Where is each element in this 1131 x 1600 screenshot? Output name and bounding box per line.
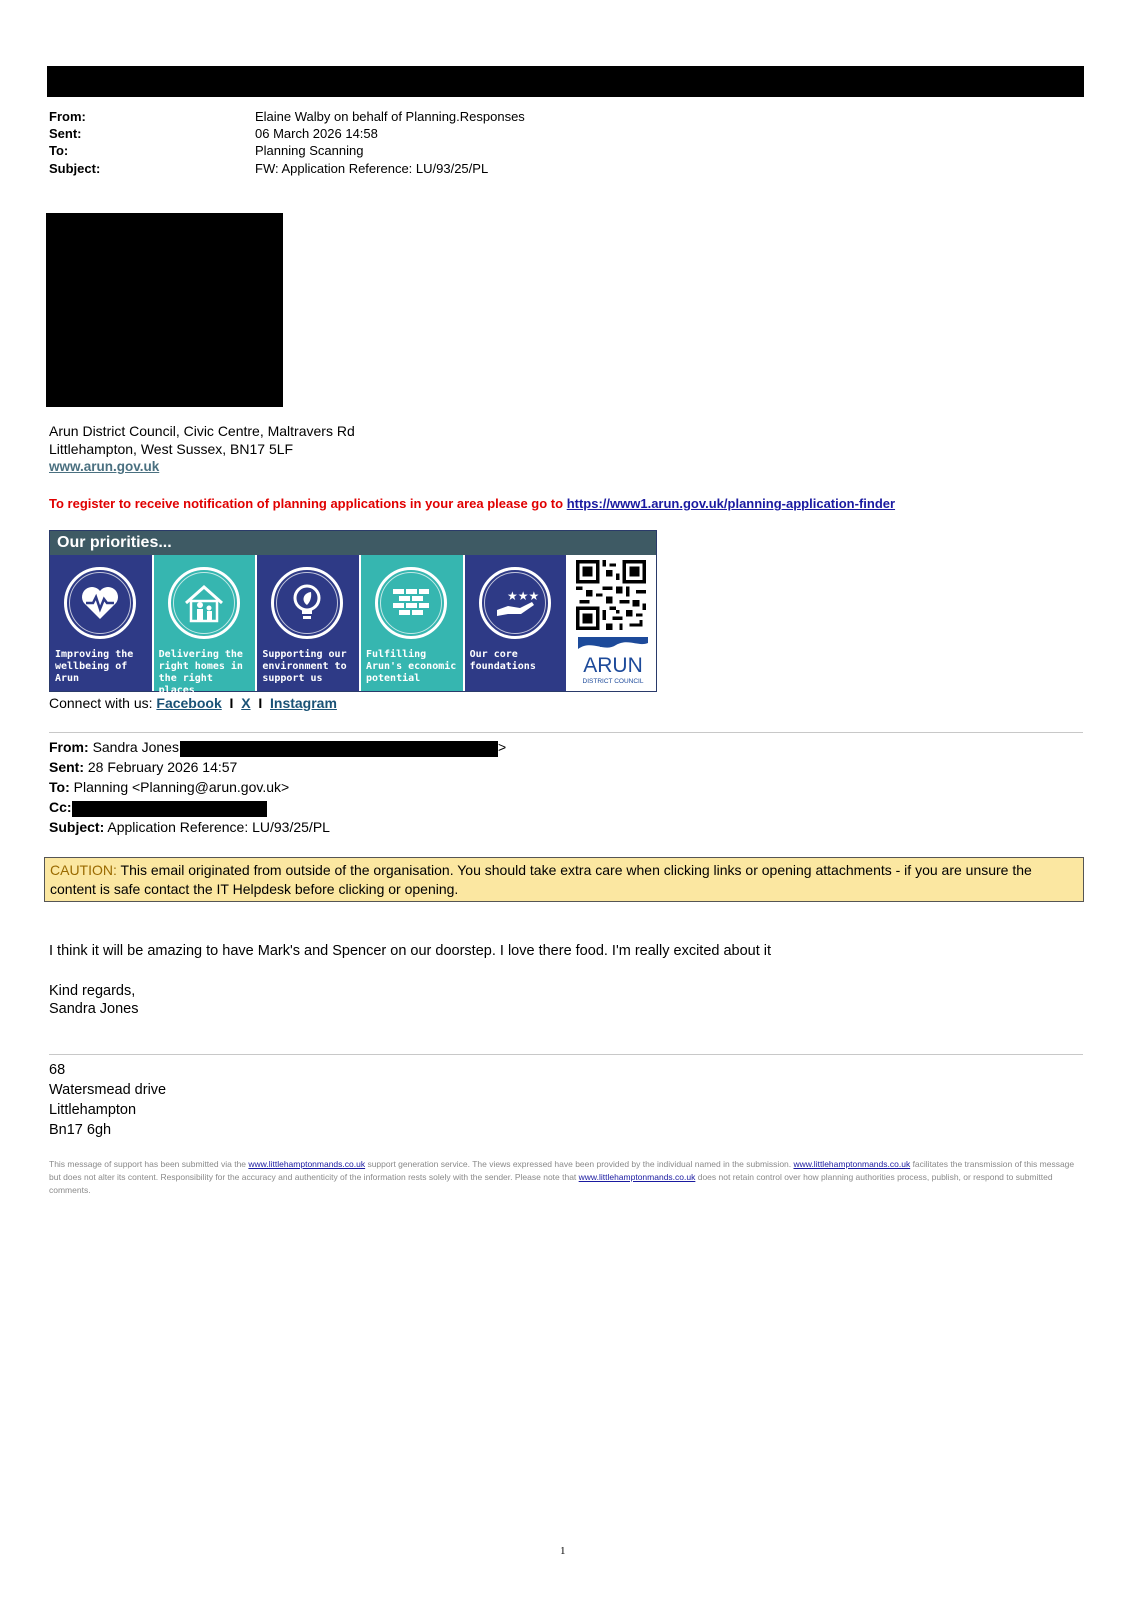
footer-link-2[interactable]: www.littlehamptonmands.co.uk xyxy=(793,1159,911,1169)
tile-caption: Delivering the right homes in the right places xyxy=(158,649,243,696)
tile-caption: Our core foundations xyxy=(469,649,536,672)
logo-text: ARUN xyxy=(583,654,644,677)
logo-subtext: DISTRICT COUNCIL xyxy=(582,678,644,685)
connect-with-us xyxy=(49,695,337,711)
closing: Kind regards, xyxy=(49,983,136,999)
sent-label: Sent: xyxy=(49,126,82,141)
svg-text:★★★: ★★★ xyxy=(506,589,539,603)
original-sent-row xyxy=(49,759,237,775)
original-sent-label: Sent: xyxy=(49,759,84,775)
from-value: Elaine Walby on behalf of Planning.Responses xyxy=(255,109,525,124)
planning-notice-text: To register to receive notification of planning applications in your area please go to xyxy=(49,496,567,511)
priority-tiles xyxy=(50,555,656,696)
priority-tile-economy xyxy=(361,555,465,691)
sender-address xyxy=(49,1060,166,1140)
qr-tile xyxy=(568,555,656,691)
address-line-2: Littlehampton, West Sussex, BN17 5LF xyxy=(49,441,294,457)
original-subject-value: Application Reference: LU/93/25/PL xyxy=(107,819,330,835)
original-sent-value: 28 February 2026 14:57 xyxy=(87,759,238,775)
council-website-link[interactable]: www.arun.gov.uk xyxy=(49,459,160,474)
original-to-label: To: xyxy=(49,779,70,795)
address-line-1: Arun District Council, Civic Centre, Maltravers Rd xyxy=(49,423,355,439)
caution-banner xyxy=(44,857,1084,902)
caution-text: This email originated from outside of the organisation. You should take extra care when clicking links or opening attachments - if you are unsure the content is safe contact the IT Helpdesk before clicking or opening. xyxy=(50,862,1032,897)
council-address xyxy=(49,422,355,476)
brick-wall-icon xyxy=(375,567,447,639)
tile-caption: Supporting our environment to support us xyxy=(262,649,347,684)
heart-pulse-icon xyxy=(64,567,136,639)
original-to-row xyxy=(49,779,289,795)
divider xyxy=(49,732,1083,733)
hand-stars-icon xyxy=(479,567,551,639)
original-from-row xyxy=(49,739,179,755)
connect-label: Connect with us: xyxy=(49,695,157,711)
footer-text-3: facilitates the transmission of this message but does not alter its content. Responsibility for the accuracy and authenticity of the information rests solely with the sender. Please note that xyxy=(49,1159,1075,1182)
instagram-link[interactable]: Instagram xyxy=(270,695,337,711)
original-from-trailing: > xyxy=(498,739,507,755)
page-number: 1 xyxy=(560,1545,566,1557)
original-to-value: Planning <Planning@arun.gov.uk> xyxy=(73,779,290,795)
house-family-icon xyxy=(168,567,240,639)
planning-notice xyxy=(49,496,895,511)
original-cc-row xyxy=(49,799,72,815)
original-subject-row xyxy=(49,819,330,835)
subject-label: Subject: xyxy=(49,161,101,176)
sender-name: Sandra Jones xyxy=(49,1001,139,1017)
footer-link-3[interactable]: www.littlehamptonmands.co.uk xyxy=(578,1172,696,1182)
original-from-value: Sandra Jones xyxy=(92,739,179,755)
banner-title: Our priorities... xyxy=(50,531,656,555)
subject-value: FW: Application Reference: LU/93/25/PL xyxy=(255,161,489,176)
footer-link-1[interactable]: www.littlehamptonmands.co.uk xyxy=(248,1159,366,1169)
to-label: To: xyxy=(49,143,69,158)
redacted-image xyxy=(46,213,283,407)
facebook-link[interactable]: Facebook xyxy=(156,695,222,711)
tile-caption: Improving the wellbeing of Arun xyxy=(55,649,134,684)
message-body: I think it will be amazing to have Mark's and Spencer on our doorstep. I love there food. I'm really excited about it xyxy=(49,943,772,959)
qr-code-icon xyxy=(576,560,646,630)
priorities-banner xyxy=(49,530,657,696)
priority-tile-homes xyxy=(154,555,258,696)
planning-finder-link[interactable]: https://www1.arun.gov.uk/planning-application-finder xyxy=(566,496,896,511)
footer-text-1: This message of support has been submitted via the xyxy=(49,1159,249,1169)
original-from-label: From: xyxy=(49,739,89,755)
lightbulb-leaf-icon xyxy=(271,567,343,639)
sender-address-line-2: Watersmead drive xyxy=(49,1082,167,1098)
arun-logo xyxy=(576,635,650,687)
footer-disclaimer xyxy=(49,1158,1083,1197)
sent-value: 06 March 2026 14:58 xyxy=(255,126,378,141)
sender-address-line-4: Bn17 6gh xyxy=(49,1122,112,1138)
divider xyxy=(49,1054,1083,1055)
sender-address-line-3: Littlehampton xyxy=(49,1102,137,1118)
sender-address-line-1: 68 xyxy=(49,1062,66,1078)
redacted-email-address xyxy=(180,741,498,757)
to-value: Planning Scanning xyxy=(255,143,364,158)
priority-tile-environment xyxy=(257,555,361,691)
from-label: From: xyxy=(49,109,86,124)
redacted-cc-address xyxy=(72,801,267,817)
priority-tile-foundations xyxy=(465,555,569,691)
redacted-header-bar xyxy=(47,66,1084,97)
x-link[interactable]: X xyxy=(241,695,251,711)
tile-caption: Fulfilling Arun's economic potential xyxy=(365,649,457,684)
original-subject-label: Subject: xyxy=(49,819,105,835)
separator: I xyxy=(258,695,263,711)
original-cc-label: Cc: xyxy=(49,799,72,815)
footer-text-4: does not retain control over how planning authorities process, publish, or respond to submitted comments. xyxy=(49,1172,1053,1195)
separator: I xyxy=(229,695,234,711)
footer-text-2: support generation service. The views expressed have been provided by the individual named in the submission. xyxy=(365,1159,794,1169)
priority-tile-wellbeing xyxy=(50,555,154,691)
caution-label: CAUTION: xyxy=(50,862,117,878)
